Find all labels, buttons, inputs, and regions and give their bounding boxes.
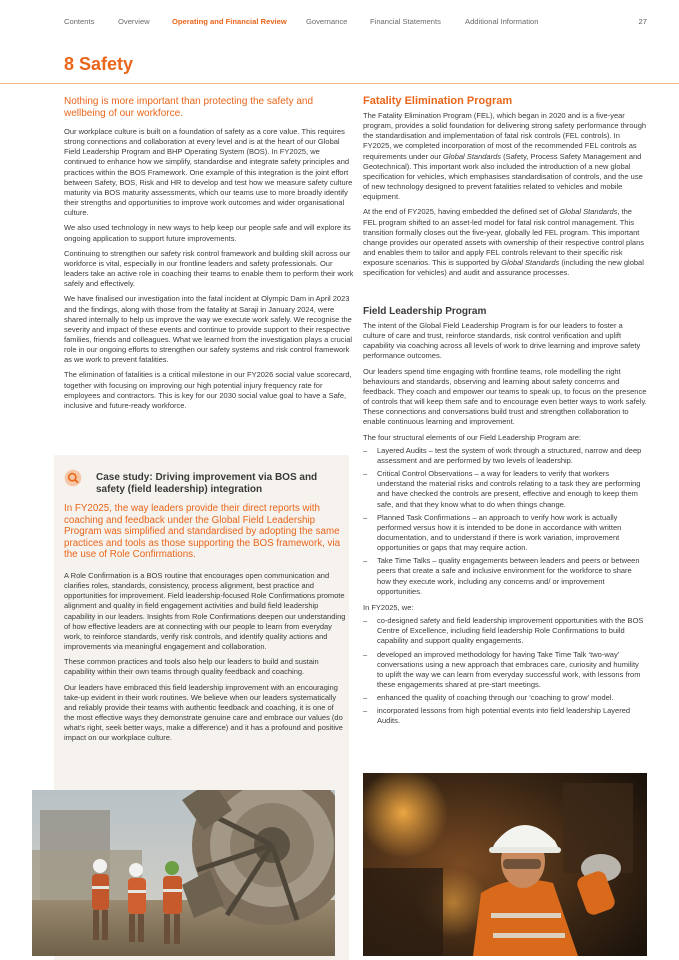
nav-financial-statements[interactable]: Financial Statements <box>370 17 441 26</box>
list-item: – Take Time Talks – quality engagements between leaders and peers or between peers that create a safe and inclusive environment for the workforce to share how they execute work, including any concerns and/ or improvement opportunities. <box>363 556 640 596</box>
paragraph: Our leaders have embraced this field leadership improvement with an encouraging take-up evident in their work routines. We believe when our leaders systematically and reliably provide their teams with authentic feedback and coaching, it is one of the most effective ways they demonstrate genuine care and embrace our values (do what's right, seek better ways, make a difference) and it has a profound and positive impact on our workplace culture. <box>64 682 343 743</box>
fel-heading: Fatality Elimination Program <box>363 95 513 107</box>
nav-operating-financial-review[interactable]: Operating and Financial Review <box>172 17 287 26</box>
page-number: 27 <box>638 17 647 26</box>
fel-text-em: Global Standards <box>501 258 560 268</box>
list-item: – enhanced the quality of coaching through our ‘coaching to grow’ model. <box>363 693 614 703</box>
magnifier-icon <box>64 469 82 487</box>
elements-list <box>363 446 647 597</box>
list-item: – co-designed safety and field leadership improvement opportunities with the BOS Centre of Excellence, including field leadership Role Confirmations to build capability and support quality engagements. <box>363 616 644 646</box>
title-divider <box>0 83 679 84</box>
fel-text: (including the new global specification for vehicles) and audit and assurance processes. <box>363 258 644 278</box>
fel-text-em: Global Standards <box>559 207 618 217</box>
paragraph: Our workplace culture is built on a foundation of safety as a core value. This requires strong connections and collaboration at every level and is at the heart of our Global Field Leadership Program and BHP Operating System (BOS). In FY2025, we continued to enhance how we simplify, standardise and integrate safety principles and practices within the BOS Framework. One example of this integration is the joint effort between Safety, BOS, Risk and HR to develop and test how we measure safety culture maturity via BOS maturity assessments, which our teams use to more broadly identify their strengths and opportunities to improve work outcomes and wider organisational culture. <box>64 127 353 218</box>
field-leadership-heading: Field Leadership Program <box>363 306 487 317</box>
nav-overview[interactable]: Overview <box>118 17 150 26</box>
fy-list <box>363 616 647 727</box>
top-navigation <box>64 17 647 29</box>
fy-intro: In FY2025, we: <box>363 602 414 612</box>
paragraph: The intent of the Global Field Leadership Program is for our leaders to foster a culture of care and trust, reinforce standards, risk control verification and uplift capability via coaching across all levels of work to drive learning and improve safety performance outcomes. <box>363 321 641 361</box>
page-title: 8 Safety <box>64 54 134 74</box>
list-item: – Critical Control Observations – a way for leaders to verify that workers understand the material risks and controls relating to a task they are performing and have checked the controls are present, effective and enough to keep them safe, and that they know what to do when things change. <box>363 469 641 509</box>
paragraph: We have finalised our investigation into the fatal incident at Olympic Dam in April 2023 and the findings, along with those from the fatality at Saraji in January 2024, were shared internally to help us improve the way we execute work safely. We recognise the severity and impact of these events and continue to provide support to their respective families, friends and colleagues. What we learned from the investigation plays a crucial role in our ongoing efforts to strengthen our safety systems and risk control framework as we work to prevent fatalities. <box>64 294 353 365</box>
photo-worker-hard-hat <box>363 773 647 956</box>
fel-text-em: Global Standards <box>443 151 501 161</box>
nav-additional-information[interactable]: Additional Information <box>465 17 539 26</box>
elements-intro: The four structural elements of our Field Leadership Program are: <box>363 432 582 442</box>
list-item: – incorporated lessons from high potential events into field leadership Layered Audits. <box>363 706 631 726</box>
case-study-lead: In FY2025, the way leaders provide their direct reports with coaching and feedback under the Global Field Leadership Program was simplified and standardised by adopting the same practices and tools as those supporting the BOS framework, via the use of Role Confirmations. <box>64 503 341 561</box>
nav-contents[interactable]: Contents <box>64 17 95 26</box>
fel-text: At the end of FY2025, having embedded the defined set of <box>363 207 560 217</box>
list-item: – developed an improved methodology for having Take Time Talk ‘two-way’ conversations using a new approach that embraces care, curiosity and humility to uplift the way we can learn from everyday successful work, with lessons from these engagements shared at pre-start meetings. <box>363 649 641 689</box>
fel-text: The Fatality Elimination Program (FEL), which began in 2020 and is a five-year program, provides a solid foundation for delivering strong safety performance through the standardisation and implementation of fatal risk controls (FEL controls). In FY2025, we completed incorporation of most of the recommended FEL controls as requirements under our <box>363 111 647 161</box>
left-body-text <box>64 127 354 416</box>
paragraph: Our leaders spend time engaging with frontline teams, role modelling the right behaviours and standards, observing and learning about safety concerns and feedback. They coach and empower our teams to speak up, to focus on the presence of controls that will keep them safe and to encourage even better ways to work safely. These connections and conversations build trust and strengthen collaboration to enable continuous learning and improvement. <box>363 366 647 427</box>
fel-body <box>363 111 647 284</box>
field-leadership-body <box>363 321 647 730</box>
fel-text: (Safety, Process Safety Management and Geotechnical). This important work also included the introduction of a new global specification for vehicles, which emphasises standardisation of controls, and the use of new technology designed to prevent fatalities related to vehicles and mobile equipment. <box>363 151 643 202</box>
case-study-title: Case study: Driving improvement via BOS and safety (field leadership) integration <box>96 472 318 495</box>
nav-governance[interactable]: Governance <box>306 17 348 26</box>
paragraph: Continuing to strengthen our safety risk control framework and building skill across our workforce is vital, especially in our frontline leaders and safety professionals. Our leaders take an active role in coaching their teams to enable them to perform their work safely and effectively. <box>64 248 354 289</box>
fel-text: , the FEL program shifted to an asset-led model for fatal risk control management. This transition formally closes out the five-year, globally led FEL program. This important change provides our operated assets with ownership of their respective control plans and enables them to tailor and apply FEL controls relevant to their specific risk exposure scenarios. This is supported by <box>363 207 644 268</box>
paragraph: We also used technology in new ways to help keep our people safe and will explore its ongoing application to support future improvements. <box>64 223 351 243</box>
case-study-body <box>64 571 346 749</box>
paragraph: These common practices and tools also help our leaders to build and sustain capability within their own teams through quality feedback and coaching. <box>64 657 319 677</box>
paragraph: A Role Confirmation is a BOS routine that encourages open communication and clarifies roles, standards, consistency, process alignment, best practice and opportunities for improvement. Field leadership-focused Role Confirmations promote alignment and quality in field engagement activities and build field leadership capability in our leaders. Insights from Role Confirmations deepen our understanding of how effective leaders are at connecting with our people to learn from everyday work, to reinforce standards, verify risk controls, and identify quality actions and improvements via meaningful engagement and collaboration. <box>64 571 346 652</box>
left-lead-statement: Nothing is more important than protecting the safety and wellbeing of our workforce. <box>64 96 314 119</box>
list-item: – Planned Task Confirmations – an approach to verify how work is actually performed versus how it is intended to be done in accordance with written documentation, and to understand if there is work variation, improvement opportunities or gaps that may require action. <box>363 512 622 553</box>
list-item: – Layered Audits – test the system of work through a structured, narrow and deep assessment and are performed by two levels of leadership. <box>363 445 642 465</box>
photo-workers-bucket-wheel <box>32 790 335 956</box>
paragraph: The elimination of fatalities is a critical milestone in our FY2026 social value scorecard, together with focusing on improving our high potential injury frequency rate for employees and contractors. This is key for our 2030 social value goal to have a Safe, inclusive and future-ready workforce. <box>64 370 352 410</box>
